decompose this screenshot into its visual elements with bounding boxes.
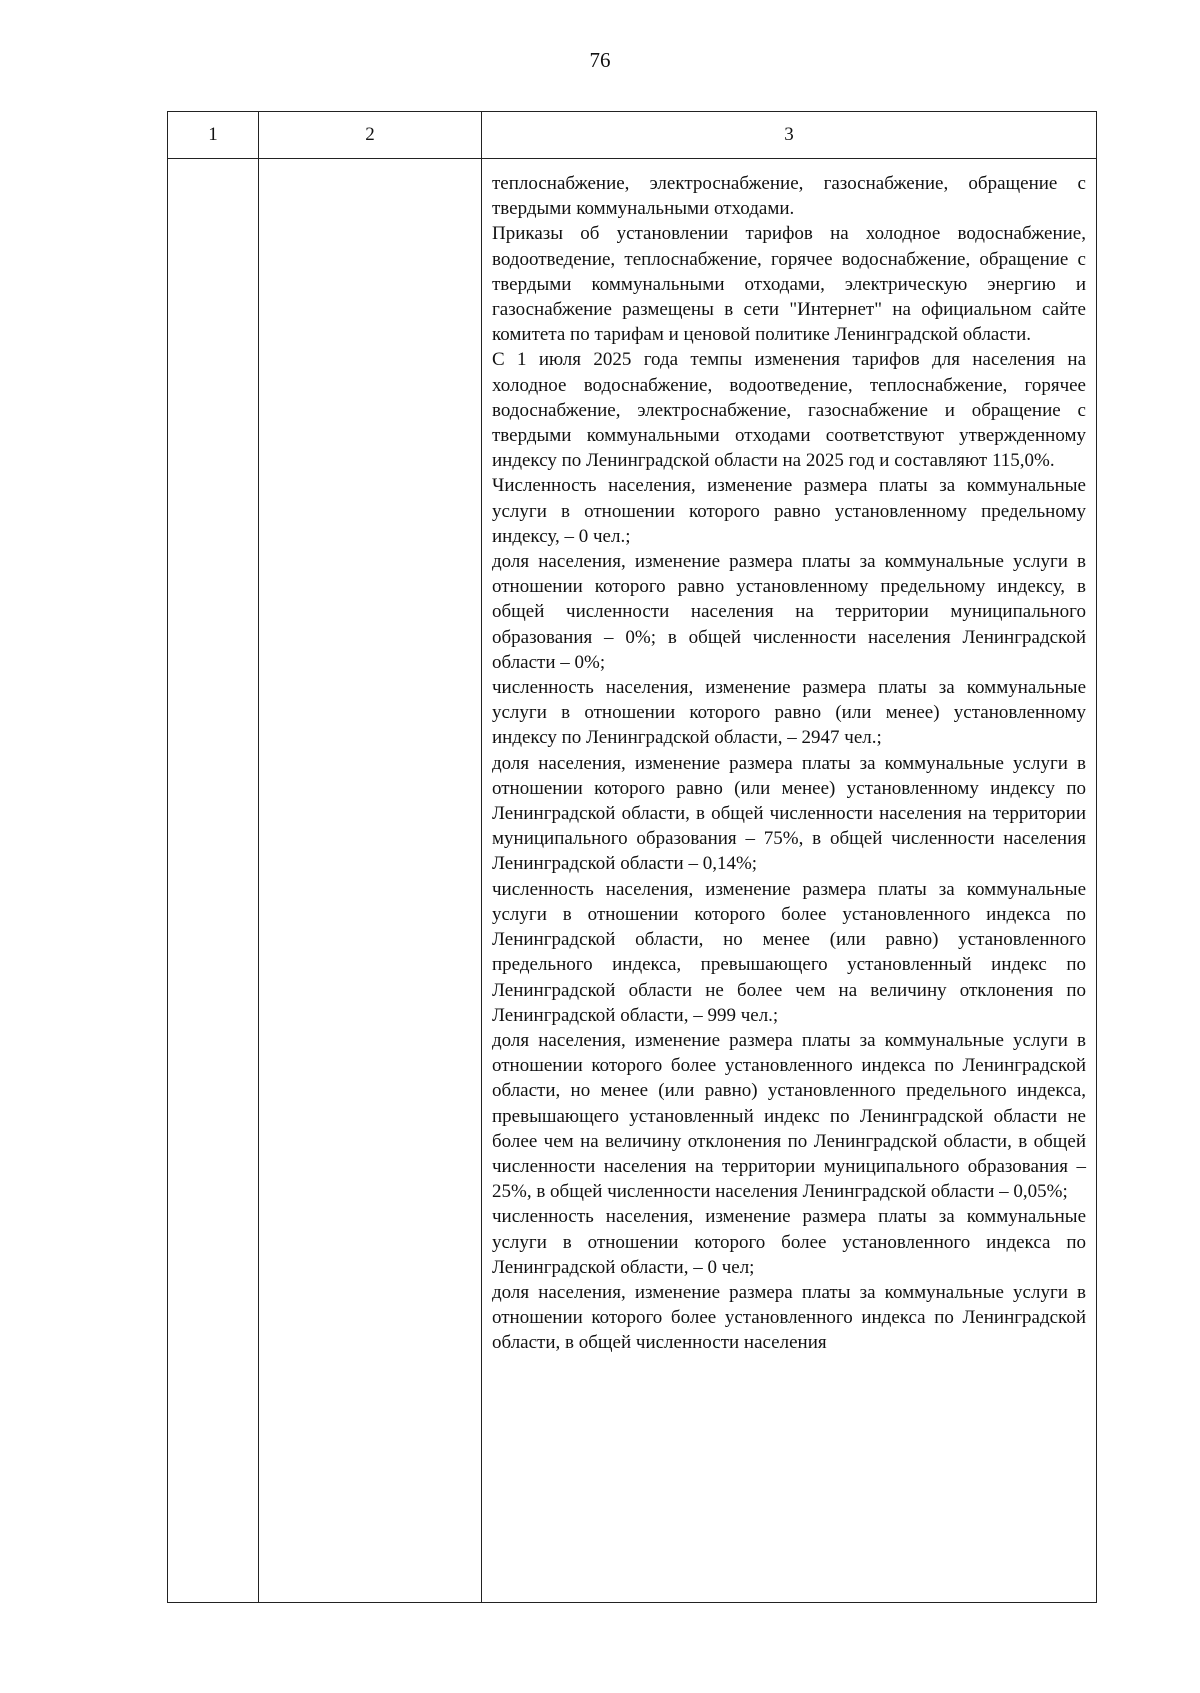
column-1-cell <box>168 159 259 1603</box>
column-header-2: 2 <box>259 112 482 159</box>
paragraph: Численность населения, изменение размера платы за коммунальные услуги в отношении которого равно установленному предельному индексу, – 0 чел.; <box>492 475 1086 547</box>
column-header-3: 3 <box>482 112 1097 159</box>
paragraph: численность населения, изменение размера платы за коммунальные услуги в отношении которого равно (или менее) установленному индексу по Ленинградской области, – 2947 чел.; <box>492 677 1086 749</box>
paragraph: Приказы об установлении тарифов на холодное водоснабжение, водоотведение, теплоснабжение, горячее водоснабжение, обращение с твердыми коммунальными отходами, электрическую энергию и газоснабжение размещены в сети "Интернет" на официальном сайте комитета по тарифам и ценовой политике Ленинградской области. <box>492 223 1086 346</box>
column-3-cell <box>482 159 1097 1603</box>
paragraph: теплоснабжение, электроснабжение, газоснабжение, обращение с твердыми коммунальными отходами. <box>492 173 1086 220</box>
document-table <box>167 111 1097 1603</box>
page-number: 76 <box>589 48 611 72</box>
column-2-cell <box>259 159 482 1603</box>
paragraph: доля населения, изменение размера платы за коммунальные услуги в отношении которого равно установленному предельному индексу, в общей численности населения на территории муниципального образования – 0%; в общей численности населения Ленинградской области – 0%; <box>492 551 1086 673</box>
paragraph: численность населения, изменение размера платы за коммунальные услуги в отношении которого более установленного индекса по Ленинградской области, но менее (или равно) установленного предельного индекса, превышающего установленный индекс по Ленинградской области не более чем на величину отклонения по Ленинградской области, – 999 чел.; <box>492 878 1086 1026</box>
column-header-1: 1 <box>168 112 259 159</box>
table-row <box>168 159 1097 1603</box>
paragraph: доля населения, изменение размера платы за коммунальные услуги в отношении которого равно (или менее) установленному индексу по Ленинградской области, в общей численности населения на территории муниципального образования – 75%, в общей численности населения Ленинградской области – 0,14%; <box>492 752 1086 875</box>
paragraph: численность населения, изменение размера платы за коммунальные услуги в отношении которого более установленного индекса по Ленинградской области, – 0 чел; <box>492 1206 1086 1278</box>
paragraph: С 1 июля 2025 года темпы изменения тарифов для населения на холодное водоснабжение, водоотведение, теплоснабжение, горячее водоснабжение, электроснабжение, газоснабжение и обращение с твердыми коммунальными отходами соответствуют утвержденному индексу по Ленинградской области на 2025 год и составляют 115,0%. <box>492 349 1086 472</box>
paragraph: доля населения, изменение размера платы за коммунальные услуги в отношении которого более установленного индекса по Ленинградской области, но менее (или равно) установленного предельного индекса, превышающего установленный индекс по Ленинградской области не более чем на величину отклонения по Ленинградской области, в общей численности населения на территории муниципального образования – 25%, в общей численности населения Ленинградской области – 0,05%; <box>492 1029 1086 1203</box>
paragraph: доля населения, изменение размера платы за коммунальные услуги в отношении которого более установленного индекса по Ленинградской области, в общей численности населения <box>492 1281 1086 1354</box>
table-header-row <box>168 112 1097 159</box>
